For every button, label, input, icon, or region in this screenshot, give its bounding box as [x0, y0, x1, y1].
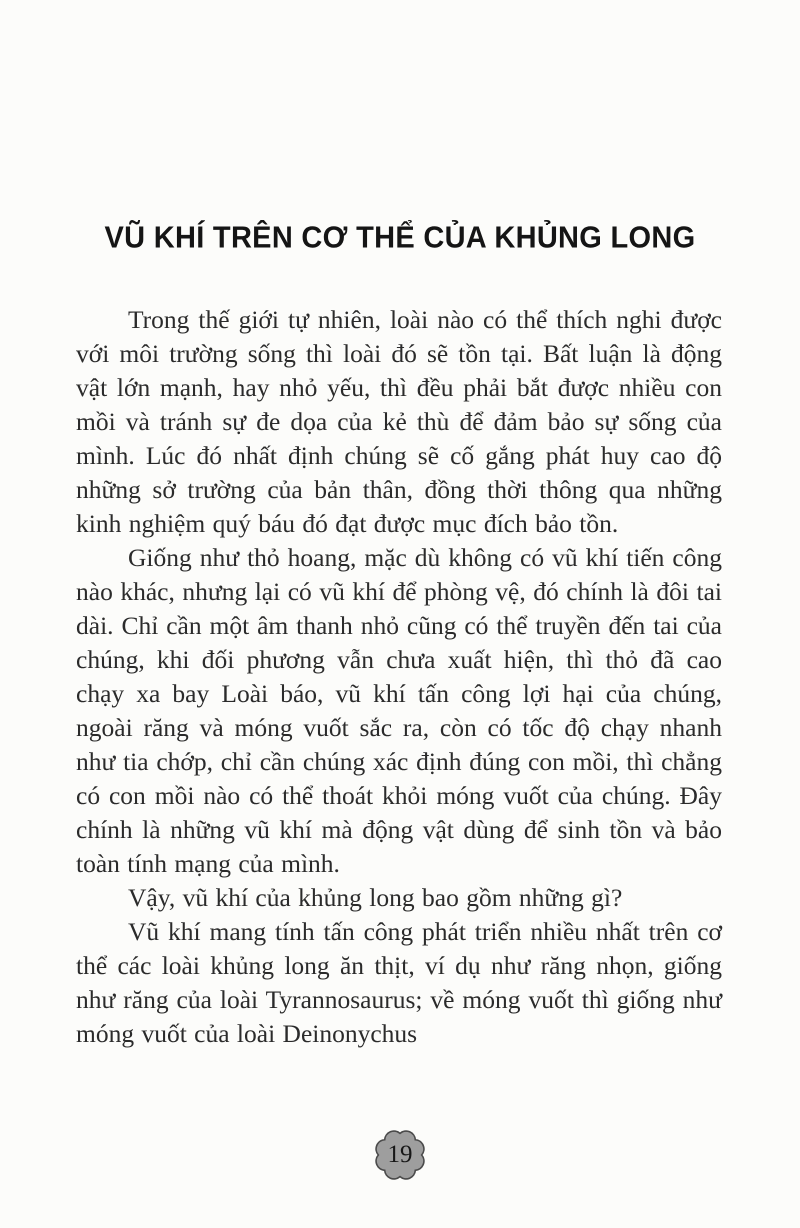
paragraph-3: Vậy, vũ khí của khủng long bao gồm những gì? [128, 883, 623, 912]
page-number-badge [367, 1126, 433, 1184]
paragraph-4: Vũ khí mang tính tấn công phát triển nhiều nhất trên cơ thể các loài khủng long ăn thịt, ví dụ như răng nhọn, giống như răng của loài Tyrannosaurus; về móng vuốt thì giống như móng vuốt của loài Deinonychus [76, 917, 722, 1048]
page-number: 19 [387, 1141, 413, 1168]
page-title: VŨ KHÍ TRÊN CƠ THỂ CỦA KHỦNG LONG [104, 221, 696, 255]
paragraph-1: Trong thế giới tự nhiên, loài nào có thể thích nghi được với môi trường sống thì loài đó sẽ tồn tại. Bất luận là động vật lớn mạnh, hay nhỏ yếu, thì đều phải bắt được nhiều con mồi và tránh sự đe dọa của kẻ thù để đảm bảo sự sống của mình. Lúc đó nhất định chúng sẽ cố gắng phát huy cao độ những sở trường của bản thân, đồng thời thông qua những kinh nghiệm quý báu đó đạt được mục đích bảo tồn. [76, 305, 722, 538]
paragraph-2: Giống như thỏ hoang, mặc dù không có vũ khí tiến công nào khác, nhưng lại có vũ khí để phòng vệ, đó chính là đôi tai dài. Chỉ cần một âm thanh nhỏ cũng có thể truyền đến tai của chúng, khi đối phương vẫn chưa xuất hiện, thì thỏ đã cao chạy xa bay Loài báo, vũ khí tấn công lợi hại của chúng, ngoài răng và móng vuốt sắc ra, còn có tốc độ chạy nhanh như tia chớp, chỉ cần chúng xác định đúng con mồi, thì chẳng có con mồi nào có thể thoát khỏi móng vuốt của chúng. Đây chính là những vũ khí mà động vật dùng để sinh tồn và bảo toàn tính mạng của mình. [76, 543, 722, 878]
body-text [76, 303, 722, 1051]
page-number-area [0, 1126, 800, 1184]
